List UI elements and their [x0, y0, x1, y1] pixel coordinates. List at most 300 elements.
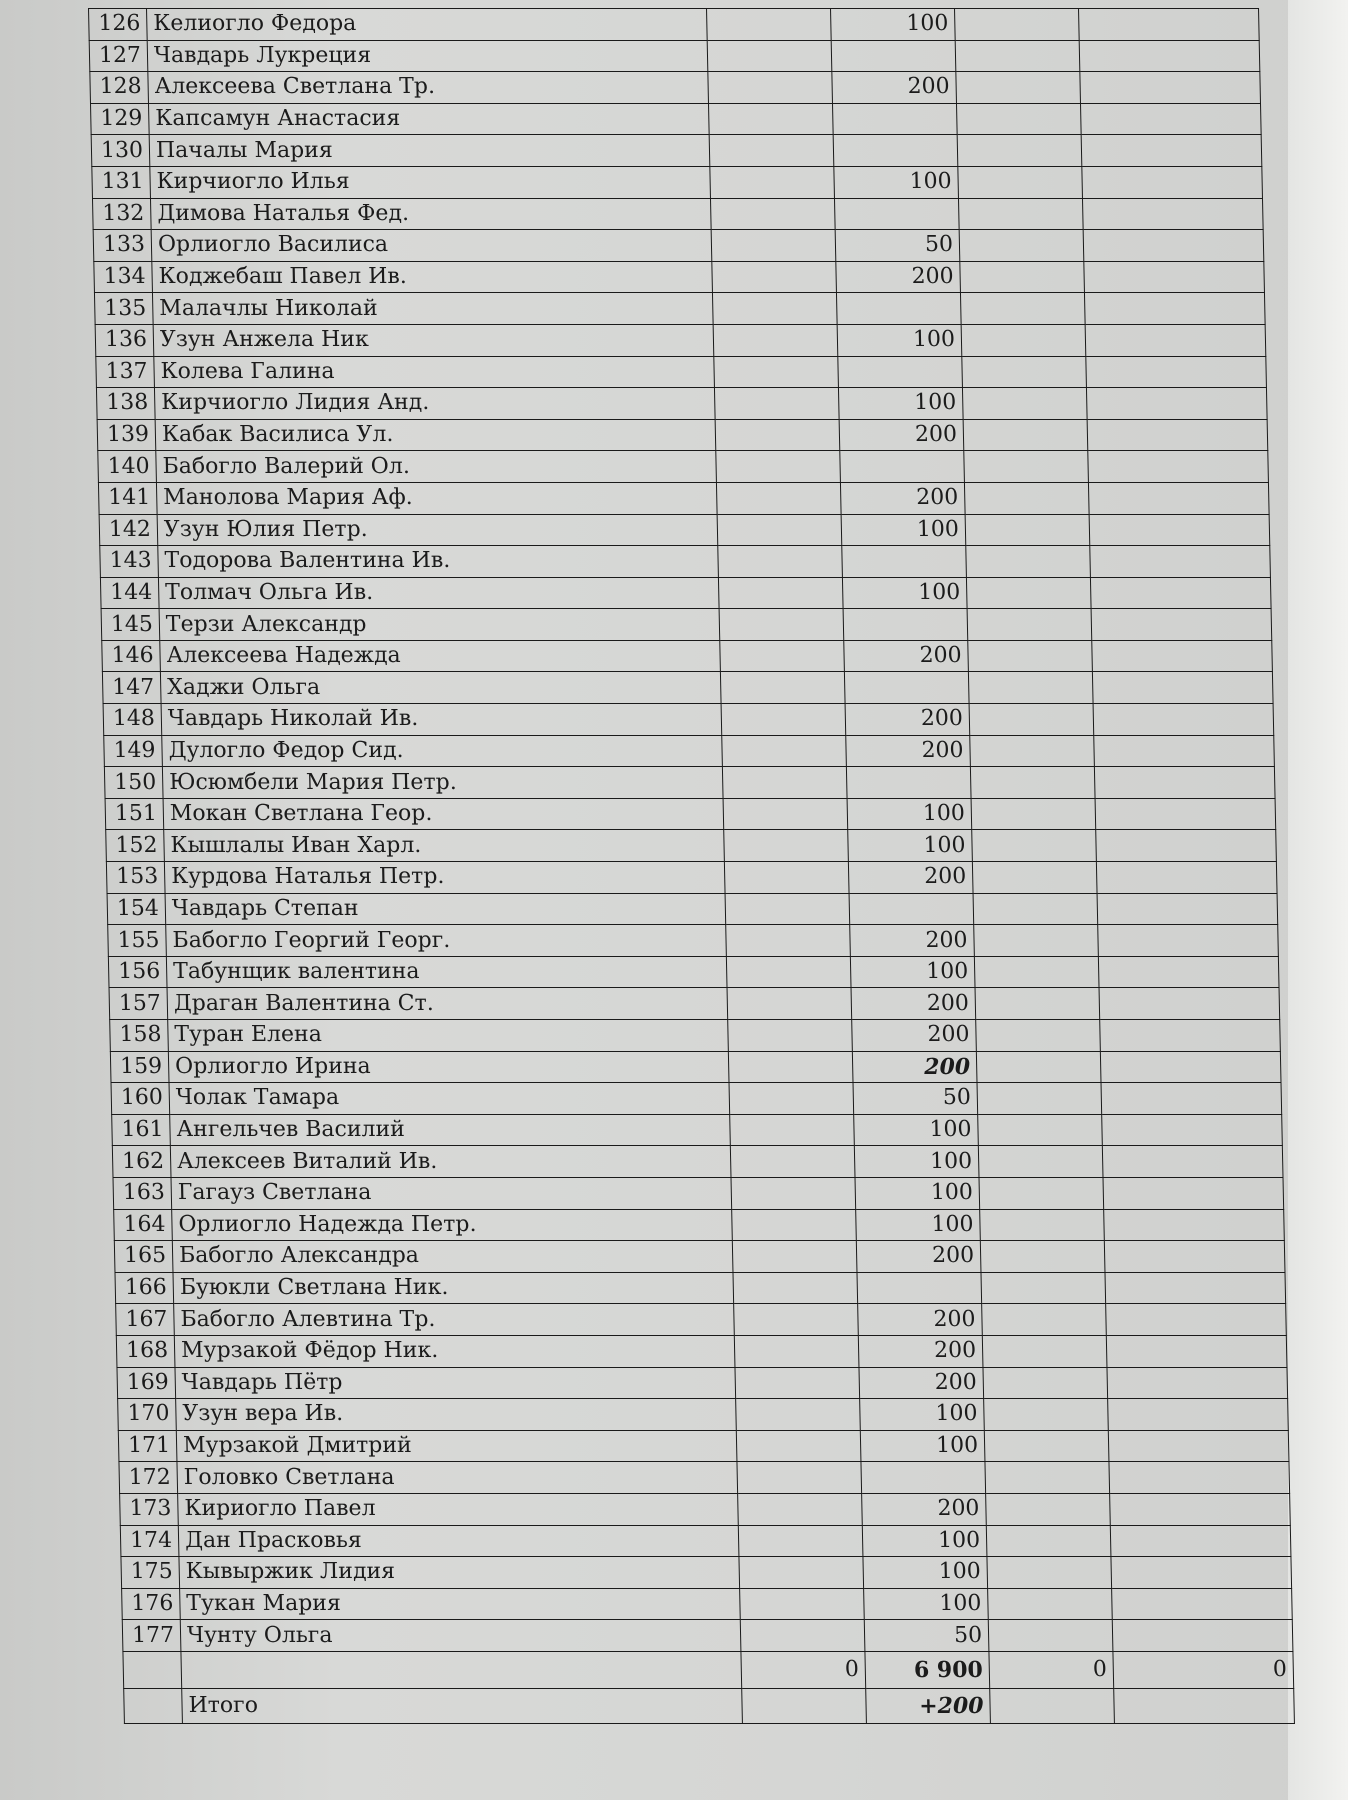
row-number: 143: [100, 546, 159, 578]
col-d-cell: [1104, 1241, 1285, 1273]
table-row: [111, 1083, 1282, 1115]
table-row: [103, 704, 1274, 736]
col-a-cell: [739, 1557, 864, 1589]
row-number: 171: [118, 1430, 177, 1462]
col-c-cell: [969, 704, 1094, 736]
table-row: [122, 1620, 1293, 1652]
col-a-cell: [710, 166, 835, 198]
col-d-cell: [1096, 862, 1277, 894]
amount-cell: 200: [851, 988, 976, 1020]
col-c-cell: [968, 640, 1093, 672]
col-a-cell: [722, 735, 847, 767]
row-number: 168: [116, 1335, 175, 1367]
col-c-cell: [973, 893, 1098, 925]
table-row: [112, 1146, 1283, 1178]
col-c-cell: [960, 261, 1085, 293]
col-a-cell: [728, 1020, 853, 1052]
row-number: 174: [120, 1525, 179, 1557]
person-name: Буюкли Светлана Ник.: [173, 1272, 734, 1304]
table-row: [90, 103, 1261, 135]
table-row: [98, 482, 1269, 514]
table-row: [122, 1588, 1293, 1620]
amount-cell: 100: [834, 166, 959, 198]
col-c-cell: [970, 735, 1095, 767]
table-row: [108, 956, 1279, 988]
row-number: 176: [122, 1588, 181, 1620]
col-d-cell: [1083, 230, 1264, 262]
total-col-c: 0: [989, 1651, 1114, 1688]
amount-cell: 50: [835, 230, 960, 262]
row-number: 159: [110, 1051, 169, 1083]
table-row: [89, 40, 1260, 72]
col-a-cell: [735, 1367, 860, 1399]
person-name: Кириогло Павел: [178, 1493, 739, 1525]
person-name: Чолак Тамара: [169, 1083, 730, 1115]
table-row: [109, 988, 1280, 1020]
row-number: 160: [111, 1083, 170, 1115]
col-a-cell: [710, 198, 835, 230]
person-name: Коджебаш Павел Ив.: [152, 261, 713, 293]
row-number: 162: [112, 1146, 171, 1178]
col-d-cell: [1099, 988, 1280, 1020]
amount-cell: 200: [845, 704, 970, 736]
col-c-cell: [980, 1209, 1105, 1241]
col-a-cell: [729, 1083, 854, 1115]
table-row: [106, 862, 1277, 894]
table-row: [102, 672, 1273, 704]
col-c-cell: [967, 609, 1092, 641]
row-number: 136: [95, 324, 154, 356]
table-row: [114, 1209, 1285, 1241]
col-d-cell: [1092, 672, 1273, 704]
total-col-a: 0: [741, 1651, 866, 1688]
col-c-cell: [964, 482, 1089, 514]
row-number: 151: [105, 798, 164, 830]
row-number: 157: [109, 988, 168, 1020]
col-d-cell: [1111, 1557, 1292, 1589]
col-a-cell: [707, 9, 832, 41]
row-number: 129: [90, 103, 149, 135]
row-number: 140: [98, 451, 157, 483]
totals-name-cell: [181, 1651, 742, 1688]
col-a-cell: [708, 103, 833, 135]
person-name: Мурзакой Дмитрий: [176, 1430, 737, 1462]
row-number: 170: [118, 1399, 177, 1431]
col-a-cell: [716, 482, 841, 514]
col-c-cell: [966, 577, 1091, 609]
table-row: [100, 546, 1271, 578]
col-d-cell: [1110, 1493, 1291, 1525]
col-c-cell: [984, 1399, 1109, 1431]
table-row: [114, 1241, 1285, 1273]
row-number: 142: [99, 514, 158, 546]
amount-cell: [846, 767, 971, 799]
col-a-cell: [731, 1177, 856, 1209]
amount-cell: 100: [848, 830, 973, 862]
col-c-cell: [986, 1493, 1111, 1525]
amount-cell: 100: [841, 514, 966, 546]
person-name: Бабогло Георгий Георг.: [166, 925, 727, 957]
person-name: Орлиогло Ирина: [168, 1051, 729, 1083]
col-d-cell: [1106, 1335, 1287, 1367]
row-number: 137: [96, 356, 155, 388]
col-a-cell: [709, 135, 834, 167]
col-d-cell: [1100, 1020, 1281, 1052]
col-a-cell: [736, 1399, 861, 1431]
amount-cell: [832, 103, 957, 135]
person-name: Кышлалы Иван Харл.: [164, 830, 725, 862]
row-number: 135: [94, 293, 153, 325]
row-number: 145: [101, 609, 160, 641]
person-name: Кабак Василиса Ул.: [155, 419, 716, 451]
amount-cell: 100: [837, 324, 962, 356]
col-c-cell: [960, 293, 1085, 325]
table-row: [98, 451, 1269, 483]
amount-cell: [833, 135, 958, 167]
col-a-cell: [721, 704, 846, 736]
col-c-cell: [986, 1525, 1111, 1557]
itogo-col-a: [742, 1688, 867, 1723]
col-c-cell: [984, 1430, 1109, 1462]
col-d-cell: [1091, 609, 1272, 641]
col-c-cell: [964, 451, 1089, 483]
table-row: [116, 1335, 1287, 1367]
col-a-cell: [707, 40, 832, 72]
col-c-cell: [961, 324, 1086, 356]
col-c-cell: [982, 1304, 1107, 1336]
table-row: [106, 830, 1277, 862]
col-a-cell: [724, 830, 849, 862]
person-name: Гагауз Светлана: [171, 1177, 732, 1209]
table-row: [120, 1525, 1291, 1557]
amount-cell: 100: [831, 9, 956, 41]
amount-cell: 50: [853, 1083, 978, 1115]
col-c-cell: [956, 103, 1081, 135]
table-row: [107, 893, 1278, 925]
row-number: 146: [102, 640, 161, 672]
amount-cell: [842, 546, 967, 578]
person-name: Курдова Наталья Петр.: [164, 862, 725, 894]
col-d-cell: [1101, 1083, 1282, 1115]
row-number: 172: [119, 1462, 178, 1494]
row-number: 147: [102, 672, 161, 704]
row-number: 173: [120, 1493, 179, 1525]
col-d-cell: [1097, 893, 1278, 925]
amount-cell: [836, 293, 961, 325]
row-number: 138: [96, 388, 155, 420]
person-name: Алексеева Надежда: [160, 640, 721, 672]
col-d-cell: [1087, 419, 1268, 451]
col-a-cell: [736, 1430, 861, 1462]
col-a-cell: [734, 1304, 859, 1336]
col-a-cell: [726, 925, 851, 957]
row-number: 167: [116, 1304, 175, 1336]
col-d-cell: [1102, 1114, 1283, 1146]
amount-cell: 100: [854, 1146, 979, 1178]
person-name: Чавдарь Лукреция: [147, 40, 708, 72]
row-number: 166: [115, 1272, 174, 1304]
col-c-cell: [965, 514, 1090, 546]
table-row: [90, 72, 1261, 104]
col-c-cell: [958, 166, 1083, 198]
amount-cell: 100: [864, 1588, 989, 1620]
col-c-cell: [977, 1083, 1102, 1115]
amount-cell: 50: [864, 1620, 989, 1652]
col-c-cell: [974, 925, 1099, 957]
person-name: Толмач Ольга Ив.: [158, 577, 719, 609]
col-a-cell: [730, 1114, 855, 1146]
col-d-cell: [1082, 166, 1263, 198]
amount-cell: 200: [832, 72, 957, 104]
col-a-cell: [713, 324, 838, 356]
row-number: 126: [89, 9, 148, 41]
col-d-cell: [1096, 830, 1277, 862]
col-c-cell: [974, 956, 1099, 988]
itogo-row: [124, 1688, 1295, 1723]
col-a-cell: [730, 1146, 855, 1178]
row-number: 156: [108, 956, 167, 988]
col-d-cell: [1093, 704, 1274, 736]
person-name: Узун Юлия Петр.: [157, 514, 718, 546]
row-number: 134: [94, 261, 153, 293]
col-c-cell: [982, 1335, 1107, 1367]
amount-cell: 200: [846, 735, 971, 767]
person-name: Мокан Светлана Геор.: [163, 798, 724, 830]
col-d-cell: [1095, 798, 1276, 830]
col-d-cell: [1104, 1209, 1285, 1241]
col-a-cell: [714, 356, 839, 388]
col-c-cell: [988, 1620, 1113, 1652]
itogo-label: Итого: [182, 1688, 743, 1723]
person-name: Пачалы Мария: [149, 135, 710, 167]
paper-edge: [1288, 0, 1348, 1800]
col-a-cell: [724, 862, 849, 894]
col-d-cell: [1090, 577, 1271, 609]
table-row: [115, 1272, 1286, 1304]
table-row: [108, 925, 1279, 957]
col-d-cell: [1086, 356, 1267, 388]
row-number: 155: [108, 925, 167, 957]
row-number: 169: [117, 1367, 176, 1399]
amount-cell: 100: [847, 798, 972, 830]
col-c-cell: [981, 1272, 1106, 1304]
person-name: Кирчиогло Лидия Анд.: [154, 388, 715, 420]
amount-cell: 200: [840, 482, 965, 514]
col-d-cell: [1089, 514, 1270, 546]
amount-cell: 100: [850, 956, 975, 988]
row-number: 158: [110, 1020, 169, 1052]
table-row: [96, 388, 1267, 420]
col-c-cell: [955, 40, 1080, 72]
table-row: [95, 324, 1266, 356]
col-c-cell: [988, 1588, 1113, 1620]
col-d-cell: [1094, 767, 1275, 799]
col-c-cell: [958, 198, 1083, 230]
itogo-col-c: [990, 1688, 1115, 1723]
col-c-cell: [970, 767, 1095, 799]
amount-cell: [838, 356, 963, 388]
table-row: [112, 1114, 1283, 1146]
amount-cell: 200: [848, 862, 973, 894]
person-name: Бабогло Александра: [172, 1241, 733, 1273]
col-a-cell: [732, 1209, 857, 1241]
table-row: [110, 1020, 1281, 1052]
col-a-cell: [711, 230, 836, 262]
person-name: Димова Наталья Фед.: [150, 198, 711, 230]
row-number: 141: [98, 482, 157, 514]
amount-cell: 200: [858, 1304, 983, 1336]
col-d-cell: [1090, 546, 1271, 578]
table-row: [100, 577, 1271, 609]
col-c-cell: [962, 388, 1087, 420]
table-row: [96, 356, 1267, 388]
totals-row: [123, 1651, 1294, 1688]
amount-cell: [834, 198, 959, 230]
table-row: [92, 166, 1263, 198]
col-d-cell: [1112, 1620, 1293, 1652]
person-name: Алексеев Виталий Ив.: [170, 1146, 731, 1178]
table-row: [89, 9, 1260, 41]
person-name: Тодорова Валентина Ив.: [158, 546, 719, 578]
table-row: [118, 1399, 1289, 1431]
row-number: 164: [114, 1209, 173, 1241]
col-d-cell: [1079, 40, 1260, 72]
col-d-cell: [1084, 293, 1265, 325]
person-name: Орлиогло Надежда Петр.: [172, 1209, 733, 1241]
person-name: Чавдарь Степан: [165, 893, 726, 925]
row-number: 128: [90, 72, 149, 104]
amount-cell: 100: [860, 1399, 985, 1431]
amount-cell: 200: [836, 261, 961, 293]
table-row: [116, 1304, 1287, 1336]
col-d-cell: [1098, 956, 1279, 988]
row-number: 139: [97, 419, 156, 451]
amount-cell: 200: [850, 925, 975, 957]
col-d-cell: [1106, 1304, 1287, 1336]
person-name: Бабогло Алевтина Тр.: [174, 1304, 735, 1336]
col-a-cell: [723, 798, 848, 830]
person-name: Чавдарь Пётр: [175, 1367, 736, 1399]
amount-cell: 100: [842, 577, 967, 609]
col-a-cell: [740, 1620, 865, 1652]
col-a-cell: [722, 767, 847, 799]
table-row: [104, 735, 1275, 767]
amount-cell: [831, 40, 956, 72]
col-a-cell: [719, 609, 844, 641]
col-d-cell: [1109, 1462, 1290, 1494]
total-col-d: 0: [1113, 1651, 1294, 1688]
col-d-cell: [1081, 135, 1262, 167]
col-d-cell: [1085, 324, 1266, 356]
person-name: Келиогло Федора: [147, 9, 708, 41]
person-name: Чунту Ольга: [180, 1620, 741, 1652]
col-a-cell: [725, 893, 850, 925]
col-a-cell: [717, 514, 842, 546]
col-c-cell: [975, 988, 1100, 1020]
col-c-cell: [987, 1557, 1112, 1589]
col-d-cell: [1098, 925, 1279, 957]
col-d-cell: [1088, 482, 1269, 514]
col-c-cell: [957, 135, 1082, 167]
col-a-cell: [727, 988, 852, 1020]
col-a-cell: [718, 546, 843, 578]
roster-table: [88, 8, 1295, 1724]
person-name: Юсюмбели Мария Петр.: [162, 767, 723, 799]
col-d-cell: [1107, 1367, 1288, 1399]
col-c-cell: [972, 862, 1097, 894]
col-a-cell: [714, 388, 839, 420]
col-a-cell: [720, 640, 845, 672]
col-d-cell: [1110, 1525, 1291, 1557]
col-c-cell: [963, 419, 1088, 451]
row-number: 177: [122, 1620, 181, 1652]
person-name: Терзи Александр: [159, 609, 720, 641]
person-name: Табунщик валентина: [166, 956, 727, 988]
row-number: 154: [107, 893, 166, 925]
col-d-cell: [1082, 198, 1263, 230]
table-row: [118, 1430, 1289, 1462]
col-a-cell: [712, 261, 837, 293]
col-c-cell: [966, 546, 1091, 578]
amount-cell: [843, 609, 968, 641]
table-row: [120, 1493, 1291, 1525]
col-c-cell: [956, 72, 1081, 104]
col-d-cell: [1100, 1051, 1281, 1083]
amount-cell: 100: [855, 1177, 980, 1209]
person-name: Орлиогло Василиса: [151, 230, 712, 262]
person-name: Кывыржик Лидия: [179, 1557, 740, 1589]
col-a-cell: [715, 419, 840, 451]
person-name: Тукан Мария: [180, 1588, 741, 1620]
amount-cell: 200: [858, 1335, 983, 1367]
table-row: [92, 198, 1263, 230]
amount-cell: 100: [856, 1209, 981, 1241]
row-number: 163: [113, 1177, 172, 1209]
col-c-cell: [985, 1462, 1110, 1494]
col-a-cell: [732, 1241, 857, 1273]
row-number: 153: [106, 862, 165, 894]
col-c-cell: [979, 1177, 1104, 1209]
person-name: Малачлы Николай: [152, 293, 713, 325]
amount-cell: 200: [852, 1051, 977, 1083]
amount-cell: 200: [859, 1367, 984, 1399]
row-number: 175: [121, 1557, 180, 1589]
col-d-cell: [1080, 72, 1261, 104]
col-d-cell: [1086, 388, 1267, 420]
table-row: [97, 419, 1268, 451]
table-row: [102, 640, 1273, 672]
amount-cell: 100: [838, 388, 963, 420]
col-c-cell: [978, 1114, 1103, 1146]
col-a-cell: [728, 1051, 853, 1083]
amount-cell: 200: [856, 1241, 981, 1273]
table-row: [110, 1051, 1281, 1083]
person-name: Ангельчев Василий: [170, 1114, 731, 1146]
col-d-cell: [1088, 451, 1269, 483]
table-row: [99, 514, 1270, 546]
row-number: 161: [112, 1114, 171, 1146]
col-c-cell: [971, 798, 1096, 830]
amount-cell: 200: [844, 640, 969, 672]
table-row: [113, 1177, 1284, 1209]
table-row: [94, 261, 1265, 293]
col-d-cell: [1108, 1399, 1289, 1431]
amount-cell: [857, 1272, 982, 1304]
person-name: Дулогло Федор Сид.: [162, 735, 723, 767]
table-row: [101, 609, 1272, 641]
col-c-cell: [962, 356, 1087, 388]
person-name: Капсамун Анастасия: [148, 103, 709, 135]
